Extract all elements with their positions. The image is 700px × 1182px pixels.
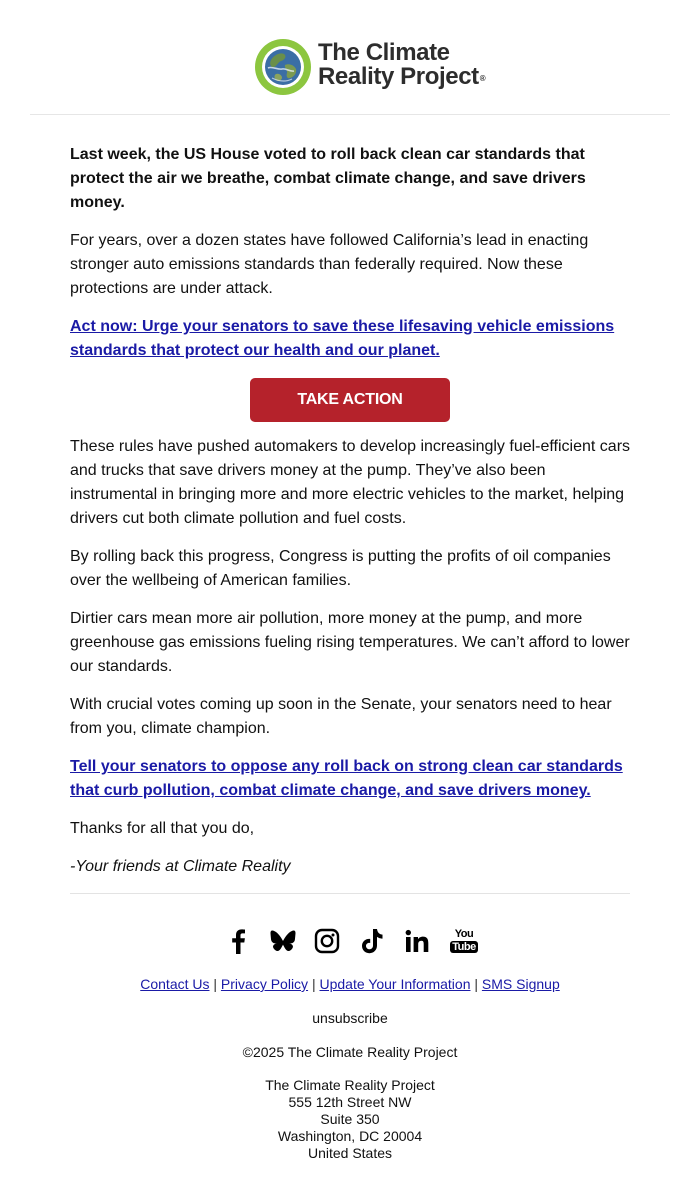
brand-logo[interactable]	[254, 37, 514, 95]
signoff-text: -Your friends at Climate Reality	[70, 858, 291, 875]
social-icons	[226, 927, 476, 955]
instagram-icon[interactable]	[314, 927, 340, 955]
linkedin-icon[interactable]	[404, 927, 430, 955]
brand-name-line1: The Climate	[318, 39, 450, 66]
email-header	[30, 0, 670, 115]
action-link-2[interactable]: Tell your senators to oppose any roll back on strong clean car standards that curb pollution, combat climate change, and save drivers money.	[70, 758, 623, 799]
link-separator: |	[311, 976, 316, 992]
update-info-link[interactable]: Update Your Information	[319, 976, 471, 992]
address-country: United States	[307, 1145, 393, 1161]
address-street: 555 12th Street NW	[288, 1094, 412, 1110]
action-link-paragraph	[70, 315, 630, 363]
paragraph-3: By rolling back this progress, Congress is putting the profits of oil companies over the wellbeing of American families.	[70, 548, 611, 589]
paragraph-5: With crucial votes coming up soon in the Senate, your senators need to hear from you, climate champion.	[70, 696, 612, 737]
youtube-bottom-text: Tube	[450, 941, 478, 953]
copyright-text: ©2025 The Climate Reality Project	[242, 1044, 458, 1060]
take-action-button[interactable]: TAKE ACTION	[250, 378, 450, 422]
tiktok-icon[interactable]	[359, 927, 385, 955]
bluesky-icon[interactable]	[270, 927, 296, 955]
youtube-top-text: You	[454, 928, 474, 940]
contact-us-link[interactable]: Contact Us	[140, 976, 210, 992]
brand-name-line2: Reality Project	[318, 63, 479, 90]
footer-links	[0, 975, 700, 993]
thanks-text: Thanks for all that you do,	[70, 820, 255, 837]
globe-icon	[254, 38, 312, 96]
action-link-paragraph-2	[70, 755, 630, 803]
unsubscribe-link[interactable]: unsubscribe	[312, 1010, 388, 1026]
footer-divider	[70, 893, 630, 894]
privacy-policy-link[interactable]: Privacy Policy	[220, 976, 309, 992]
paragraph-4: Dirtier cars mean more air pollution, more money at the pump, and more greenhouse gas emissions fueling rising temperatures. We can’t afford to lower our standards.	[70, 610, 630, 675]
youtube-icon[interactable]	[450, 927, 478, 955]
sms-signup-link[interactable]: SMS Signup	[481, 976, 560, 992]
paragraph-1: For years, over a dozen states have followed California’s lead in enacting stronger auto emissions standards than federally required. Now these protections are under attack.	[70, 232, 589, 297]
address-org: The Climate Reality Project	[265, 1077, 435, 1093]
facebook-icon[interactable]	[226, 927, 252, 955]
link-separator: |	[213, 976, 218, 992]
brand-wordmark	[318, 41, 485, 89]
link-separator: |	[474, 976, 479, 992]
address-suite: Suite 350	[320, 1111, 380, 1127]
paragraph-2: These rules have pushed automakers to develop increasingly fuel-efficient cars and trucks that save drivers money at the pump. They’ve also been instrumental in bringing more and more electric vehicles to the market, helping drivers cut both climate pollution and fuel costs.	[70, 438, 631, 527]
intro-paragraph: Last week, the US House voted to roll back clean car standards that protect the air we breathe, combat climate change, and save drivers money.	[70, 146, 586, 211]
registered-mark: ®	[479, 74, 486, 83]
address-city: Washington, DC 20004	[277, 1128, 423, 1144]
action-link-1[interactable]: Act now: Urge your senators to save these lifesaving vehicle emissions standards that protect our health and our planet.	[70, 318, 615, 359]
